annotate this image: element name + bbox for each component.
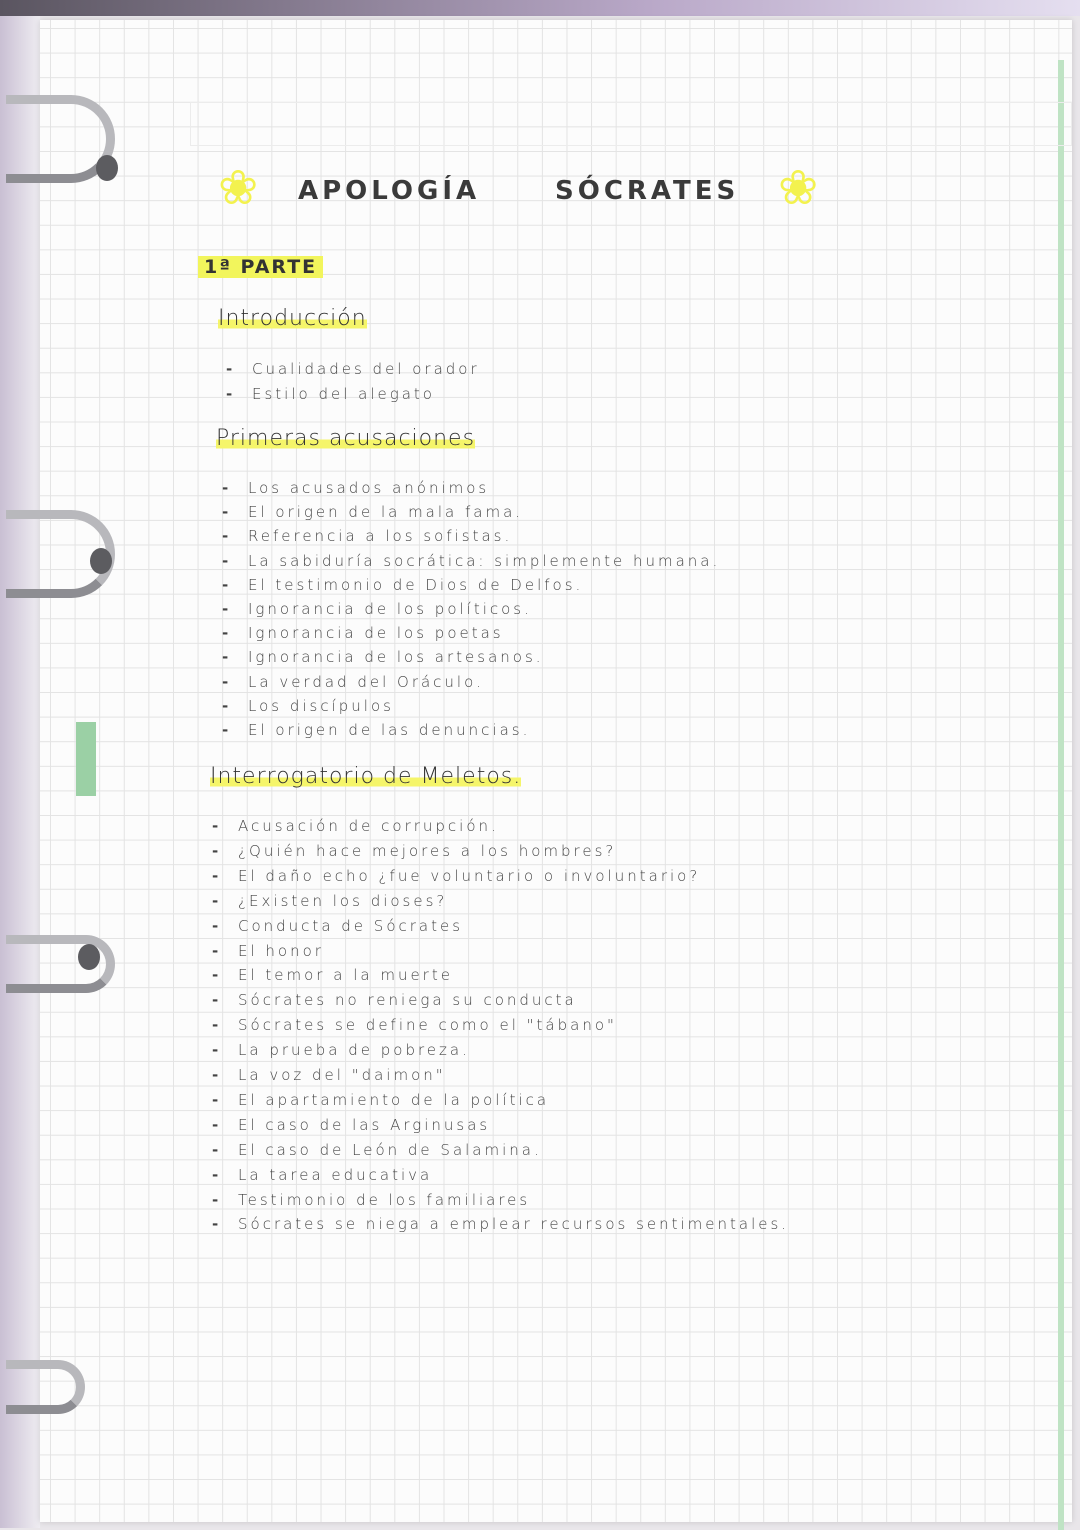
list-item xyxy=(226,385,435,403)
list-item xyxy=(212,1016,617,1034)
list-item xyxy=(212,1141,542,1159)
list-item-text: Cualidades del orador xyxy=(252,360,480,378)
bullet-dash: - xyxy=(222,624,232,643)
binder-ring xyxy=(6,1360,85,1414)
bullet-dash: - xyxy=(222,575,232,594)
bullet-dash: - xyxy=(212,841,222,860)
list-item-text: Ignorancia de los políticos. xyxy=(248,600,532,618)
list-item-text: La sabiduría socrática: simplemente humana. xyxy=(248,551,721,570)
list-item xyxy=(222,552,720,570)
section-heading: Introducción xyxy=(218,306,367,331)
list-item xyxy=(212,892,447,910)
list-item-text: Sócrates se niega a emplear recursos sentimentales. xyxy=(238,1215,790,1234)
header-box xyxy=(190,102,1072,146)
list-item xyxy=(212,1191,530,1209)
flower-doodle-icon: ❀ xyxy=(778,160,819,216)
flower-doodle-icon: ❀ xyxy=(218,160,259,216)
part-label: 1ª PARTE xyxy=(198,256,323,278)
list-item-text: El origen de las denuncias. xyxy=(248,721,531,739)
bullet-dash: - xyxy=(222,479,232,497)
bullet-dash: - xyxy=(212,891,222,910)
bullet-dash: - xyxy=(222,600,232,618)
list-item-text: El temor a la muerte xyxy=(238,966,453,985)
binder-ring xyxy=(6,935,115,993)
bullet-dash: - xyxy=(222,672,232,691)
ring-end xyxy=(96,155,118,181)
background-top xyxy=(0,0,1080,16)
bullet-dash: - xyxy=(212,1016,222,1035)
list-item xyxy=(222,600,532,618)
list-item xyxy=(222,527,512,545)
bullet-dash: - xyxy=(212,1115,222,1134)
list-item xyxy=(212,991,577,1009)
bullet-dash: - xyxy=(222,696,232,715)
list-item xyxy=(212,817,499,835)
bullet-dash: - xyxy=(222,551,232,570)
list-item-text: El apartamiento de la política xyxy=(238,1090,550,1109)
ring-end xyxy=(78,944,100,970)
bullet-dash: - xyxy=(212,916,222,935)
list-item-text: Ignorancia de los poetas xyxy=(248,624,504,643)
list-item-text: El caso de las Arginusas xyxy=(238,1115,491,1134)
list-item-text: Estilo del alegato xyxy=(252,385,435,403)
list-item-text: El daño echo ¿fue voluntario o involuntario? xyxy=(238,866,701,885)
list-item xyxy=(212,867,700,885)
bullet-dash: - xyxy=(222,721,232,739)
bullet-dash: - xyxy=(212,1165,222,1184)
list-item xyxy=(212,1066,446,1084)
list-item-text: Sócrates se define como el "tábano" xyxy=(238,1016,617,1035)
list-item-text: El caso de León de Salamina. xyxy=(238,1140,542,1159)
title-left: APOLOGÍA xyxy=(298,176,481,206)
list-item-text: La tarea educativa xyxy=(238,1165,433,1184)
list-item xyxy=(222,721,530,739)
bullet-dash: - xyxy=(222,503,232,522)
bullet-dash: - xyxy=(226,360,236,378)
list-item xyxy=(222,673,484,691)
list-item xyxy=(222,576,583,594)
list-item xyxy=(212,966,453,984)
bullet-dash: - xyxy=(212,1066,222,1084)
list-item xyxy=(212,1116,490,1134)
list-item xyxy=(212,1091,549,1109)
list-item xyxy=(212,1041,470,1059)
bullet-dash: - xyxy=(212,941,222,960)
list-item-text: Los acusados anónimos xyxy=(248,479,490,497)
bullet-dash: - xyxy=(212,1215,222,1234)
bullet-dash: - xyxy=(212,1140,222,1159)
binder-spine xyxy=(0,16,40,1528)
list-item-text: La verdad del Oráculo. xyxy=(248,672,484,691)
bullet-dash: - xyxy=(212,1190,222,1209)
list-item-text: ¿Quién hace mejores a los hombres? xyxy=(238,841,617,860)
list-item-text: Conducta de Sócrates xyxy=(238,916,464,935)
list-item-text: Ignorancia de los artesanos. xyxy=(248,648,544,667)
list-item xyxy=(212,842,616,860)
bullet-dash: - xyxy=(212,866,222,885)
bullet-dash: - xyxy=(222,527,232,546)
list-item xyxy=(222,624,504,642)
list-item xyxy=(212,942,324,960)
list-item-text: Referencia a los sofistas. xyxy=(248,527,513,546)
list-item-text: ¿Existen los dioses? xyxy=(238,891,448,910)
bullet-dash: - xyxy=(212,991,222,1010)
list-item-text: El honor xyxy=(238,941,324,960)
notebook-page xyxy=(40,20,1072,1522)
bullet-dash: - xyxy=(222,648,232,667)
list-item-text: Sócrates no reniega su conducta xyxy=(238,991,577,1010)
section-heading: Interrogatorio de Meletos. xyxy=(210,764,522,789)
list-item-text: La voz del "daimon" xyxy=(238,1066,446,1084)
list-item xyxy=(212,1166,432,1184)
bullet-dash: - xyxy=(212,1090,222,1109)
list-item-text: Acusación de corrupción. xyxy=(238,817,499,835)
list-item xyxy=(212,917,463,935)
ring-end xyxy=(90,548,112,574)
list-item-text: Testimonio de los familiares xyxy=(238,1190,531,1209)
list-item xyxy=(212,1215,789,1233)
list-item xyxy=(222,697,394,715)
list-item-text: El testimonio de Dios de Delfos. xyxy=(248,575,584,594)
bullet-dash: - xyxy=(212,966,222,985)
list-item-text: El origen de la mala fama. xyxy=(248,503,524,522)
bullet-dash: - xyxy=(226,385,236,403)
list-item-text: La prueba de pobreza. xyxy=(238,1041,470,1060)
list-item xyxy=(226,360,480,378)
title-right: SÓCRATES xyxy=(555,176,740,206)
section-heading: Primeras acusaciones xyxy=(216,426,476,451)
list-item xyxy=(222,503,523,521)
list-item xyxy=(222,648,544,666)
page-edge xyxy=(1058,60,1064,1530)
bullet-dash: - xyxy=(212,817,222,835)
bullet-dash: - xyxy=(212,1041,222,1060)
list-item-text: Los discípulos xyxy=(248,696,394,715)
list-item xyxy=(222,479,489,497)
binder-label xyxy=(76,722,96,796)
